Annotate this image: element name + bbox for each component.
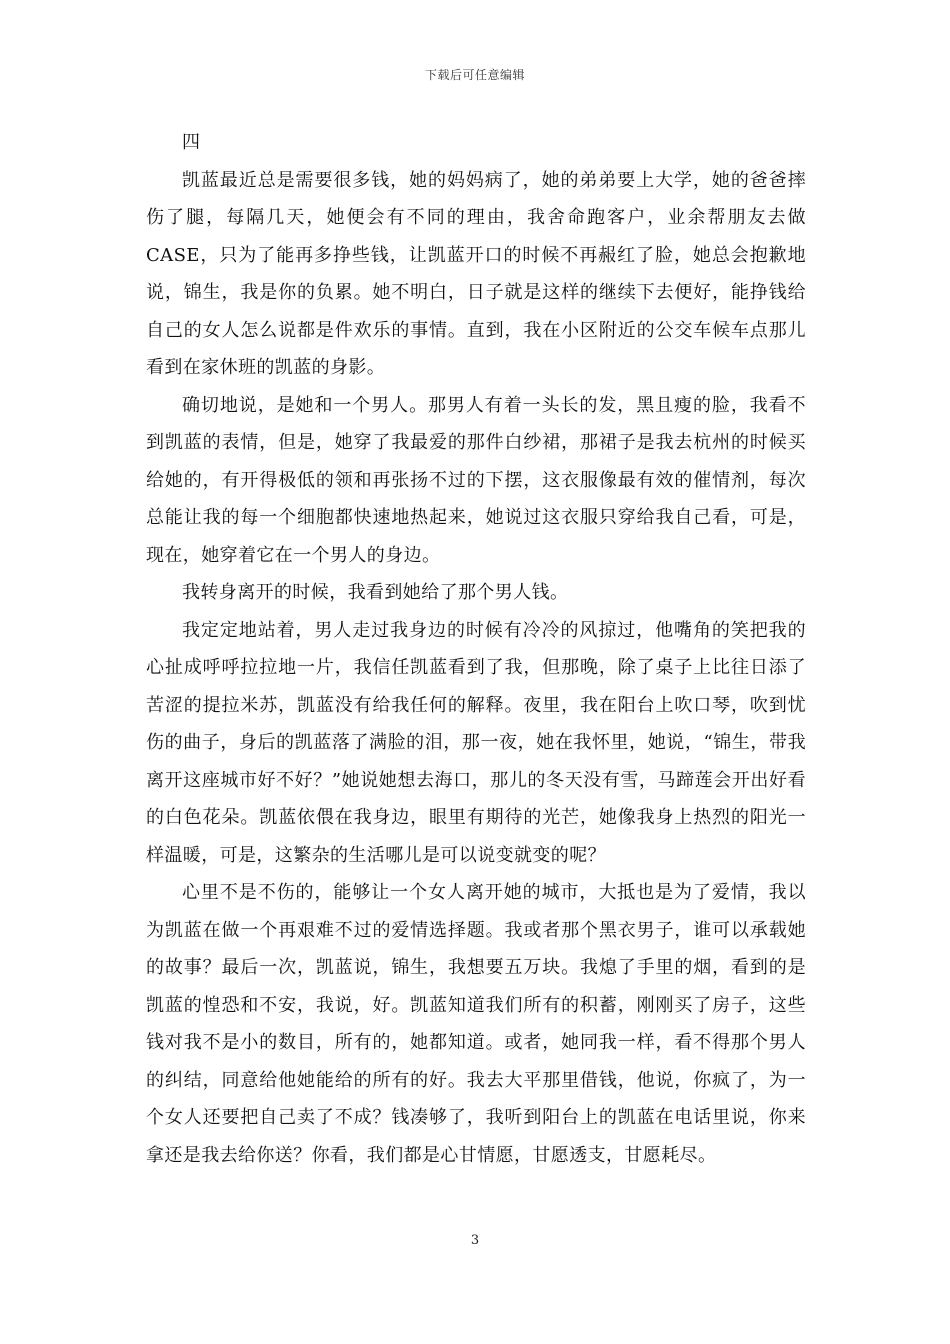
paragraph-2: 确切地说，是她和一个男人。那男人有着一头长的发，黑且瘦的脸，我看不到凯蓝的表情，但是，她穿了我最爱的那件白纱裙，那裙子是我去杭州的时候买给她的，有开得极低的领和再张扬不过的下摆，这衣服像最有效的催情剂，每次总能让我的每一个细胞都快速地热起来，她说过这衣服只穿给我自己看，可是，现在，她穿着它在一个男人的身边。 <box>146 394 806 566</box>
section-heading: 四 <box>182 132 200 153</box>
page-number: 3 <box>470 1233 480 1248</box>
paragraph-5: 心里不是不伤的，能够让一个女人离开她的城市，大抵也是为了爱情，我以为凯蓝在做一个再艰难不过的爱情选择题。我或者那个黑衣男子，谁可以承载她的故事？最后一次，凯蓝说，锦生，我想要五万块。我熄了手里的烟，看到的是凯蓝的惶恐和不安，我说，好。凯蓝知道我们所有的积蓄，刚刚买了房子，这些钱对我不是小的数目，所有的，她都知道。或者，她同我一样，看不得那个男人的纠结，同意给他她能给的所有的好。我去大平那里借钱，他说，你疯了，为一个女人还要把自己卖了不成？钱凑够了，我听到阳台上的凯蓝在电话里说，你来拿还是我去给你送？你看，我们都是心甘情愿，甘愿透支，甘愿耗尽。 <box>146 882 806 1166</box>
page-header: 下载后可任意编辑 <box>424 68 525 82</box>
document-body <box>146 124 806 1174</box>
paragraph-4: 我定定地站着，男人走过我身边的时候有冷冷的风掠过，他嘴角的笑把我的心扯成呼呼拉拉地一片，我信任凯蓝看到了我，但那晚，除了桌子上比往日添了苦涩的提拉米苏，凯蓝没有给我任何的解释。夜里，我在阳台上吹口琴，吹到忧伤的曲子，身后的凯蓝落了满脸的泪，那一夜，她在我怀里，她说，“锦生，带我离开这座城市好不好？”她说她想去海口，那儿的冬天没有雪，马蹄莲会开出好看的白色花朵。凯蓝依偎在我身边，眼里有期待的光芒，她像我身上热烈的阳光一样温暖，可是，这繁杂的生活哪儿是可以说变就变的呢？ <box>146 619 806 866</box>
paragraph-1: 凯蓝最近总是需要很多钱，她的妈妈病了，她的弟弟要上大学，她的爸爸摔伤了腿，每隔几天，她便会有不同的理由，我舍命跑客户，业余帮朋友去做CASE，只为了能再多挣些钱，让凯蓝开口的时候不再赧红了脸，她总会抱歉地说，锦生，我是你的负累。她不明白，日子就是这样的继续下去便好，能挣钱给自己的女人怎么说都是件欢乐的事情。直到，我在小区附近的公交车候车点那儿看到在家休班的凯蓝的身影。 <box>146 169 806 378</box>
paragraph-3: 我转身离开的时候，我看到她给了那个男人钱。 <box>182 582 569 603</box>
